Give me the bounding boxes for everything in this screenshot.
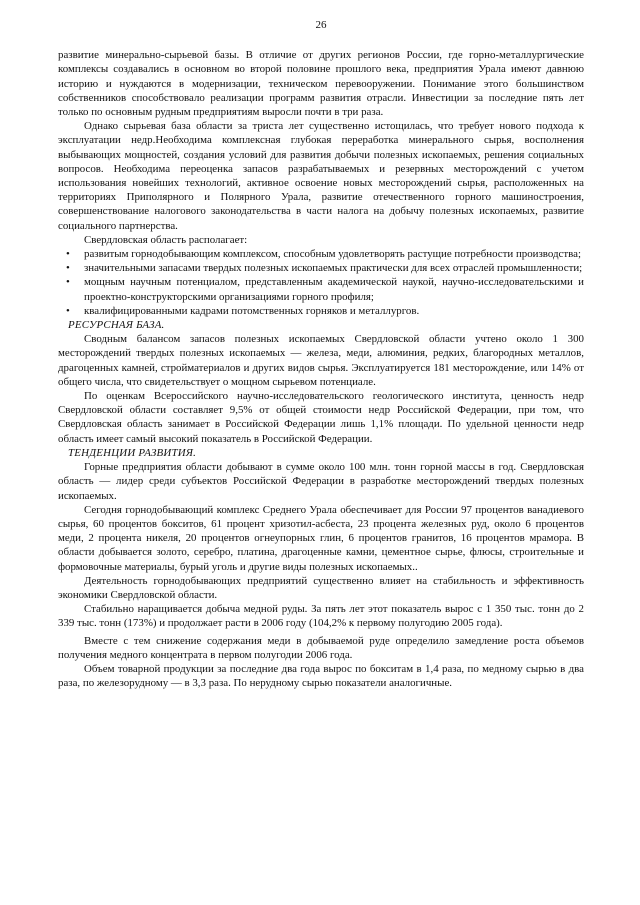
paragraph-subsoil-value: По оценкам Всероссийского научно-исследовательского геологического института, ценность недр Свердловской области составляет 9,5% от общей стоимости недр Российской Федерации, при том, что Свердловская область занимает в Российской Федерации лишь 1,1% площади. По удельной ценности недр область имеет самый высокий показатель в Российской Федерации. [58, 390, 584, 445]
bullet-marker: • [66, 304, 70, 317]
bullet-item [58, 304, 584, 318]
page-number: 26 [315, 19, 327, 31]
paragraph-mining-complex-share: Сегодня горнодобывающий комплекс Среднего Урала обеспечивает для России 97 процентов ванадиевого сырья, 60 процентов бокситов, 61 процент хризотил-асбеста, 23 процента железных руд, около 6 процентов меди, 2 процента никеля, 20 процентов огнеупорных глин, 6 процентов гранитов, 16 процентов мрамора. В области добывается золото, серебро, платина, драгоценные камни, цементное сырье, флюсы, строительные и формовочные материалы, бурый уголь и другие виды полезных ископаемых.. [58, 503, 584, 573]
bullet-item [58, 247, 584, 261]
bullet-item [58, 261, 584, 275]
bullet-item [58, 275, 584, 303]
paragraph-copper-growth: Стабильно наращивается добыча медной руды. За пять лет этот показатель вырос с 1 350 тыс. тонн до 2 339 тыс. тонн (173%) и продолжает расти в 2006 году (104,2% к первому полугодию 2005 года). [58, 603, 584, 630]
bullet-text: развитым горнодобывающим комплексом, способным удовлетворять растущие потребности производства; [84, 248, 581, 261]
bullet-text: мощным научным потенциалом, представленным академической наукой, научно-исследовательскими и проектно-конструкторскими организациями горного профиля; [84, 276, 584, 303]
bullet-marker: • [66, 262, 70, 275]
section-heading-trends: ТЕНДЕНЦИИ РАЗВИТИЯ. [68, 446, 197, 459]
bullet-marker: • [66, 276, 70, 289]
bullet-marker: • [66, 248, 70, 261]
bullet-text: значительными запасами твердых полезных ископаемых практически для всех отраслей промышленности; [84, 262, 583, 275]
paragraph-economic-impact: Деятельность горнодобывающих предприятий существенно влияет на стабильность и эффективность экономики Свердловской области. [58, 574, 584, 601]
paragraph-intro: развитие минерально-сырьевой базы. В отличие от других регионов России, где горно-металлургические комплексы создавались в основном во второй половине прошлого века, предприятия Урала имеют давнюю историю и нуждаются в модернизации, техническом перевооружении. Понимание этого большинством собственников способствовало реализации программ развития отрасли. Инвестиции за последние пять лет только по основным рудным предприятиям выросли почти в три раза. [58, 49, 584, 119]
section-heading-resources: РЕСУРСНАЯ БАЗА. [68, 319, 165, 332]
paragraph-mining-volume: Горные предприятия области добывают в сумме около 100 млн. тонн горной массы в год. Свердловская область — лидер среди субъектов Российской Федерации в разработке месторождений твердых полезных ископаемых. [58, 461, 584, 502]
bullet-list [58, 247, 584, 318]
paragraph-copper-slowdown: Вместе с тем снижение содержания меди в добываемой руде определило замедление роста объемов получения медного концентрата в первом полугодии 2006 года. [58, 634, 584, 661]
document-page [58, 18, 584, 690]
paragraph-region-has: Свердловская область располагает: [84, 233, 248, 246]
paragraph-resource-depletion: Однако сырьевая база области за триста лет существенно истощилась, что требует нового подхода к эксплуатации недр.Необходима комплексная глубокая переработка минерального сырья, восполнения выбывающих мощностей, создания условий для развития добычи полезных ископаемых, решения социальных вопросов. Необходима переоценка запасов разрабатываемых и резервных месторождений с учетом использования новейших технологий, активное освоение новых месторождений сырья, расположенных на территориях Приполярного и Полярного Урала, развитие отечественного горного машиностроения, совершенствование налогового законодательства в части налога на добычу полезных ископаемых, развитие социального партнерства. [58, 120, 584, 232]
bullet-text: квалифицированными кадрами потомственных горняков и металлургов. [84, 304, 420, 317]
paragraph-output-growth: Объем товарной продукции за последние два года вырос по бокситам в 1,4 раза, по медному сырью в два раза, по железорудному — в 3,3 раза. По нерудному сырью показатели аналогичные. [58, 662, 584, 690]
paragraph-reserves-balance: Сводным балансом запасов полезных ископаемых Свердловской области учтено около 1 300 месторождений твердых полезных ископаемых — железа, меди, алюминия, редких, благородных металлов, драгоценных камней, стройматериалов и других видов сырья. Эксплуатируется 181 месторождение, или 14% от общего числа, что свидетельствует о мощном сырьевом потенциале. [58, 333, 584, 388]
